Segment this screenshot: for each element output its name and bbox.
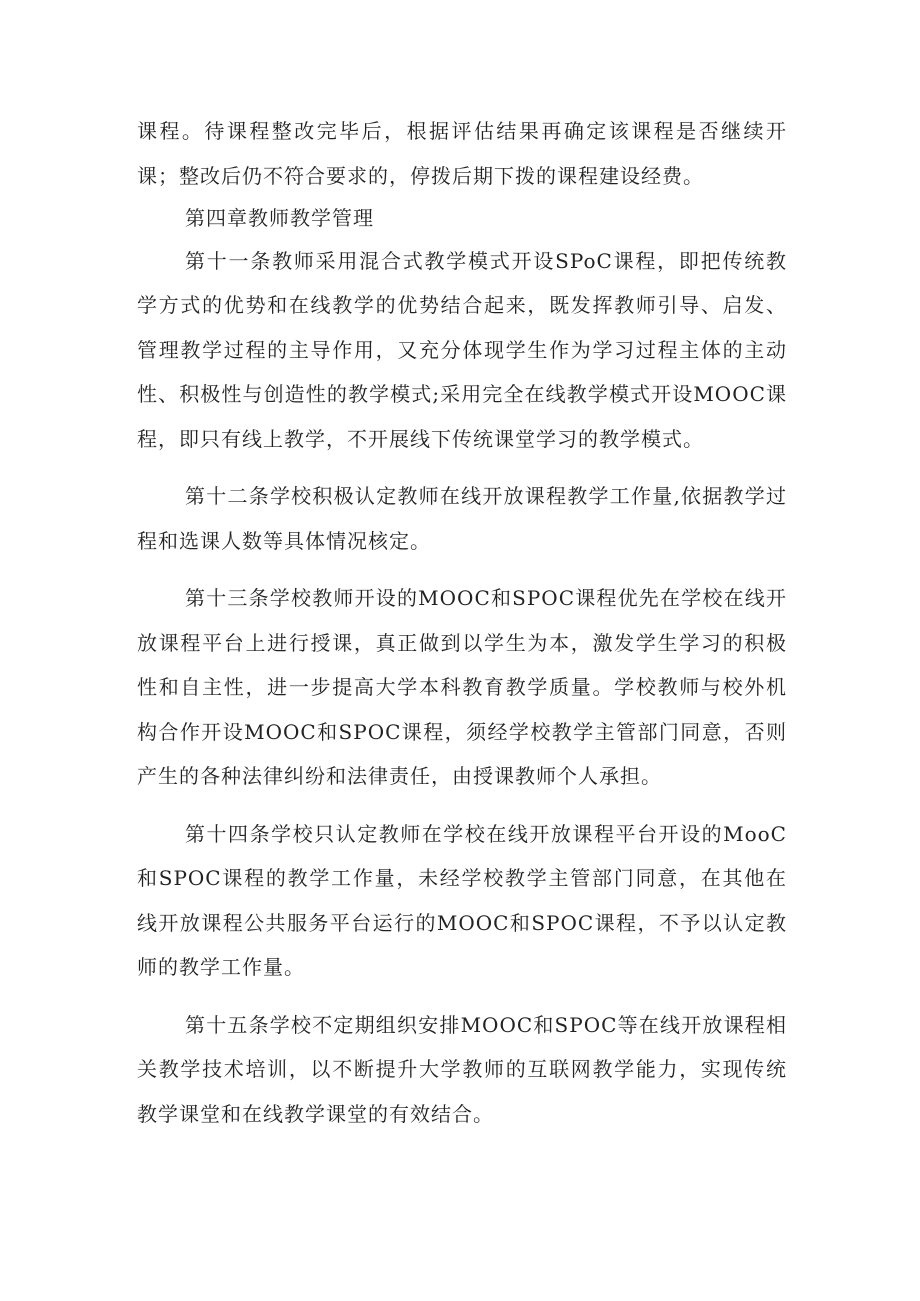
article-thirteen-paragraph: 第十三条学校教师开设的MOOC和SPOC课程优先在学校在线开放课程平台上进行授课，真正做到以学生为本，激发学生学习的积极性和自主性，进一步提高大学本科教育教学质量。学校教师与校外机构合作开设MOOC和SPOC课程，须经学校教学主管部门同意，否则产生的各种法律纠纷和法律责任，由授课教师个人承担。 bbox=[137, 586, 787, 788]
paragraph-continuation: 课程。待课程整改完毕后，根据评估结果再确定该课程是否继续开课；整改后仍不符合要求的，停拨后期下拨的课程建设经费。 bbox=[137, 119, 787, 188]
article-fourteen-paragraph: 第十四条学校只认定教师在学校在线开放课程平台开设的MooC和SPOC课程的教学工作量，未经学校教学主管部门同意，在其他在线开放课程公共服务平台运行的MOOC和SPOC课程，不予以认定教师的教学工作量。 bbox=[137, 821, 787, 979]
document-body bbox=[137, 109, 787, 1136]
article-fifteen-paragraph: 第十五条学校不定期组织安排MOOC和SPOC等在线开放课程相关教学技术培训，以不断提升大学教师的互联网教学能力，实现传统教学课堂和在线教学课堂的有效结合。 bbox=[137, 1012, 787, 1126]
article-eleven-paragraph: 第十一条教师采用混合式教学模式开设SPoC课程，即把传统教学方式的优势和在线教学的优势结合起来，既发挥教师引导、启发、管理教学过程的主导作用，又充分体现学生作为学习过程主体的主动性、积极性与创造性的教学模式;采用完全在线教学模式开设MOOC课程，即只有线上教学，不开展线下传统课堂学习的教学模式。 bbox=[137, 248, 787, 451]
article-twelve-paragraph: 第十二条学校积极认定教师在线开放课程教学工作量,依据教学过程和选课人数等具体情况核定。 bbox=[137, 484, 787, 553]
chapter-heading: 第四章教师教学管理 bbox=[185, 206, 374, 230]
